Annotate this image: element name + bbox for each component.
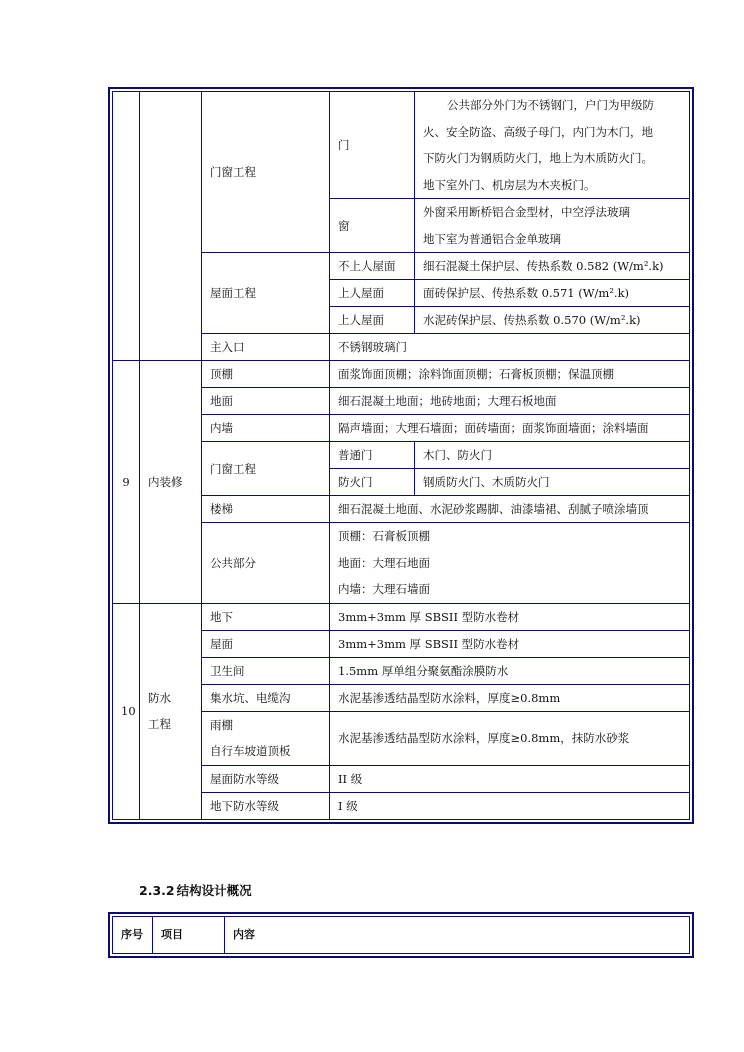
column-header-number: 序号: [113, 917, 153, 954]
section-name-cell: [140, 92, 202, 361]
waterproof-grade-label: 地下防水等级: [202, 792, 330, 819]
roof-type: 不上人屋面: [330, 253, 415, 280]
window-description: [415, 199, 690, 253]
subcategory-door: 门: [330, 92, 415, 199]
public-area-description: [330, 523, 690, 604]
roof-description: 面砖保护层、传热系数 0.571 (W/m².k): [415, 280, 690, 307]
waterproof-description: 3mm+3mm 厚 SBSII 型防水卷材: [330, 603, 690, 630]
canopy-label-line: 自行车坡道顶板: [210, 744, 291, 758]
door-type: 防火门: [330, 469, 415, 496]
category-stairs: 楼梯: [202, 496, 330, 523]
section-10-name: [140, 603, 202, 819]
roof-type: 上人屋面: [330, 280, 415, 307]
window-line: 外窗采用断桥铝合金型材，中空浮法玻璃: [423, 205, 630, 219]
category-door-window: 门窗工程: [202, 92, 330, 253]
section-10-name-line: 防水: [148, 690, 171, 705]
section-heading: [139, 881, 252, 899]
entrance-description: 不锈钢玻璃门: [330, 334, 690, 361]
table-row: [113, 603, 690, 630]
category-label: 集水坑、电缆沟: [202, 684, 330, 711]
category-entrance: 主入口: [202, 334, 330, 361]
section-heading-title: 结构设计概况: [176, 883, 252, 898]
window-line: 地下室为普通铝合金单玻璃: [423, 231, 561, 246]
column-header-content: 内容: [225, 917, 690, 954]
door-type-description: 钢质防火门、木质防火门: [415, 469, 690, 496]
waterproof-description: 3mm+3mm 厚 SBSII 型防水卷材: [330, 630, 690, 657]
section-heading-number: 2.3.2: [139, 883, 175, 898]
section-number-cell: [113, 92, 140, 361]
table-header-row: [113, 917, 690, 954]
roof-type: 上人屋面: [330, 307, 415, 334]
waterproof-description: 1.5mm 厚单组分聚氨酯涂膜防水: [330, 657, 690, 684]
door-line: 火、安全防盗、高级子母门，内门为木门，地: [423, 124, 653, 139]
building-spec-table: [112, 91, 690, 820]
canopy-label-line: 雨棚: [210, 717, 233, 732]
door-description: [415, 92, 690, 199]
subcategory-window: 窗: [330, 199, 415, 253]
door-line: 下防火门为钢质防火门，地上为木质防火门。: [423, 151, 653, 165]
category-canopy: [202, 711, 330, 765]
ceiling-description: 面浆饰面顶棚；涂料饰面顶棚；石膏板顶棚；保温顶棚: [330, 361, 690, 388]
column-header-item: 项目: [153, 917, 225, 954]
section-10-number: 10: [113, 603, 140, 819]
public-line: 顶棚：石膏板顶棚: [338, 529, 430, 543]
door-type-description: 木门、防火门: [415, 442, 690, 469]
section-9-number: 9: [113, 361, 140, 604]
public-line: 地面：大理石地面: [338, 555, 430, 570]
waterproof-grade-label: 屋面防水等级: [202, 765, 330, 792]
category-label: 地下: [202, 603, 330, 630]
inner-wall-description: 隔声墙面；大理石墙面；面砖墙面；面浆饰面墙面；涂料墙面: [330, 415, 690, 442]
section-9-name: 内装修: [140, 361, 202, 604]
category-floor: 地面: [202, 388, 330, 415]
category-label: 卫生间: [202, 657, 330, 684]
roof-description: 细石混凝土保护层、传热系数 0.582 (W/m².k): [415, 253, 690, 280]
door-type: 普通门: [330, 442, 415, 469]
waterproof-grade-value: II 级: [330, 765, 690, 792]
category-ceiling: 顶棚: [202, 361, 330, 388]
stairs-description: 细石混凝土地面、水泥砂浆踢脚、油漆墙裙、刮腻子喷涂墙顶: [330, 496, 690, 523]
roof-description: 水泥砖保护层、传热系数 0.570 (W/m².k): [415, 307, 690, 334]
category-roof: 屋面工程: [202, 253, 330, 334]
door-line: 公共部分外门为不锈钢门，户门为甲级防: [447, 98, 654, 112]
category-door-window: 门窗工程: [202, 442, 330, 496]
waterproof-description: 水泥基渗透结晶型防水涂料，厚度≥0.8mm: [330, 684, 690, 711]
public-line: 内墙：大理石墙面: [338, 582, 430, 596]
section-10-name-line: 工程: [148, 717, 171, 731]
table-row: [113, 92, 690, 199]
canopy-description: 水泥基渗透结晶型防水涂料，厚度≥0.8mm，抹防水砂浆: [330, 711, 690, 765]
floor-description: 细石混凝土地面；地砖地面；大理石板地面: [330, 388, 690, 415]
door-line: 地下室外门、机房层为木夹板门。: [423, 177, 596, 192]
structure-overview-table: [112, 916, 690, 954]
waterproof-grade-value: I 级: [330, 792, 690, 819]
category-label: 屋面: [202, 630, 330, 657]
category-inner-wall: 内墙: [202, 415, 330, 442]
category-public-area: 公共部分: [202, 523, 330, 604]
table-row: [113, 361, 690, 388]
